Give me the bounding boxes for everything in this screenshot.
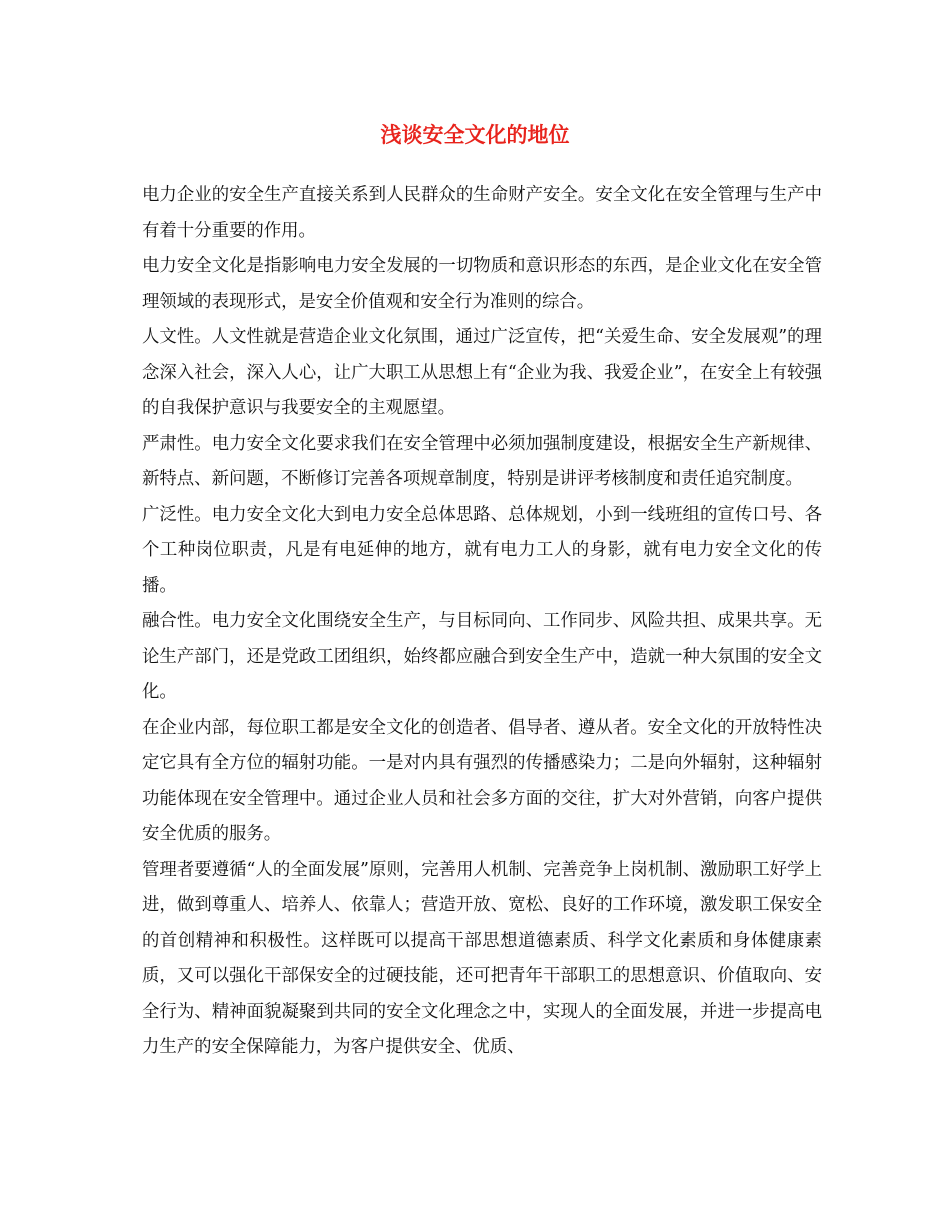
paragraph: 在企业内部，每位职工都是安全文化的创造者、倡导者、遵从者。安全文化的开放特性决定它具有全方位的辐射功能。一是对内具有强烈的传播感染力；二是向外辐射，这种辐射功能体现在安全管理中。通过企业人员和社会多方面的交往，扩大对外营销，向客户提供安全优质的服务。 [142,717,822,844]
paragraph: 严肃性。电力安全文化要求我们在安全管理中必须加强制度建设，根据安全生产新规律、新特点、新问题，不断修订完善各项规章制度，特别是讲评考核制度和责任追究制度。 [142,433,822,489]
document-title: 浅谈安全文化的地位 [380,123,570,147]
paragraph: 电力安全文化是指影响电力安全发展的一切物质和意识形态的东西，是企业文化在安全管理领域的表现形式，是安全价值观和安全行为准则的综合。 [142,256,822,312]
paragraph: 管理者要遵循“人的全面发展”原则，完善用人机制、完善竞争上岗机制、激励职工好学上进，做到尊重人、培养人、依靠人；营造开放、宽松、良好的工作环境，激发职工保安全的首创精神和积极性。这样既可以提高干部思想道德素质、科学文化素质和身体健康素质，又可以强化干部保安全的过硬技能，还可把青年干部职工的思想意识、价值取向、安全行为、精神面貌凝聚到共同的安全文化理念之中，实现人的全面发展，并进一步提高电力生产的安全保障能力，为客户提供安全、优质、 [142,859,822,1057]
document-body [142,178,822,1066]
paragraph: 电力企业的安全生产直接关系到人民群众的生命财产安全。安全文化在安全管理与生产中有着十分重要的作用。 [142,185,822,241]
paragraph: 人文性。人文性就是营造企业文化氛围，通过广泛宣传，把“关爱生命、安全发展观”的理念深入社会，深入人心，让广大职工从思想上有“企业为我、我爱企业”，在安全上有较强的自我保护意识与我要安全的主观愿望。 [142,327,822,418]
paragraph: 广泛性。电力安全文化大到电力安全总体思路、总体规划，小到一线班组的宣传口号、各个工种岗位职责，凡是有电延伸的地方，就有电力工人的身影，就有电力安全文化的传播。 [142,504,822,596]
paragraph: 融合性。电力安全文化围绕安全生产，与目标同向、工作同步、风险共担、成果共享。无论生产部门，还是党政工团组织，始终都应融合到安全生产中，造就一种大氛围的安全文化。 [142,611,822,702]
